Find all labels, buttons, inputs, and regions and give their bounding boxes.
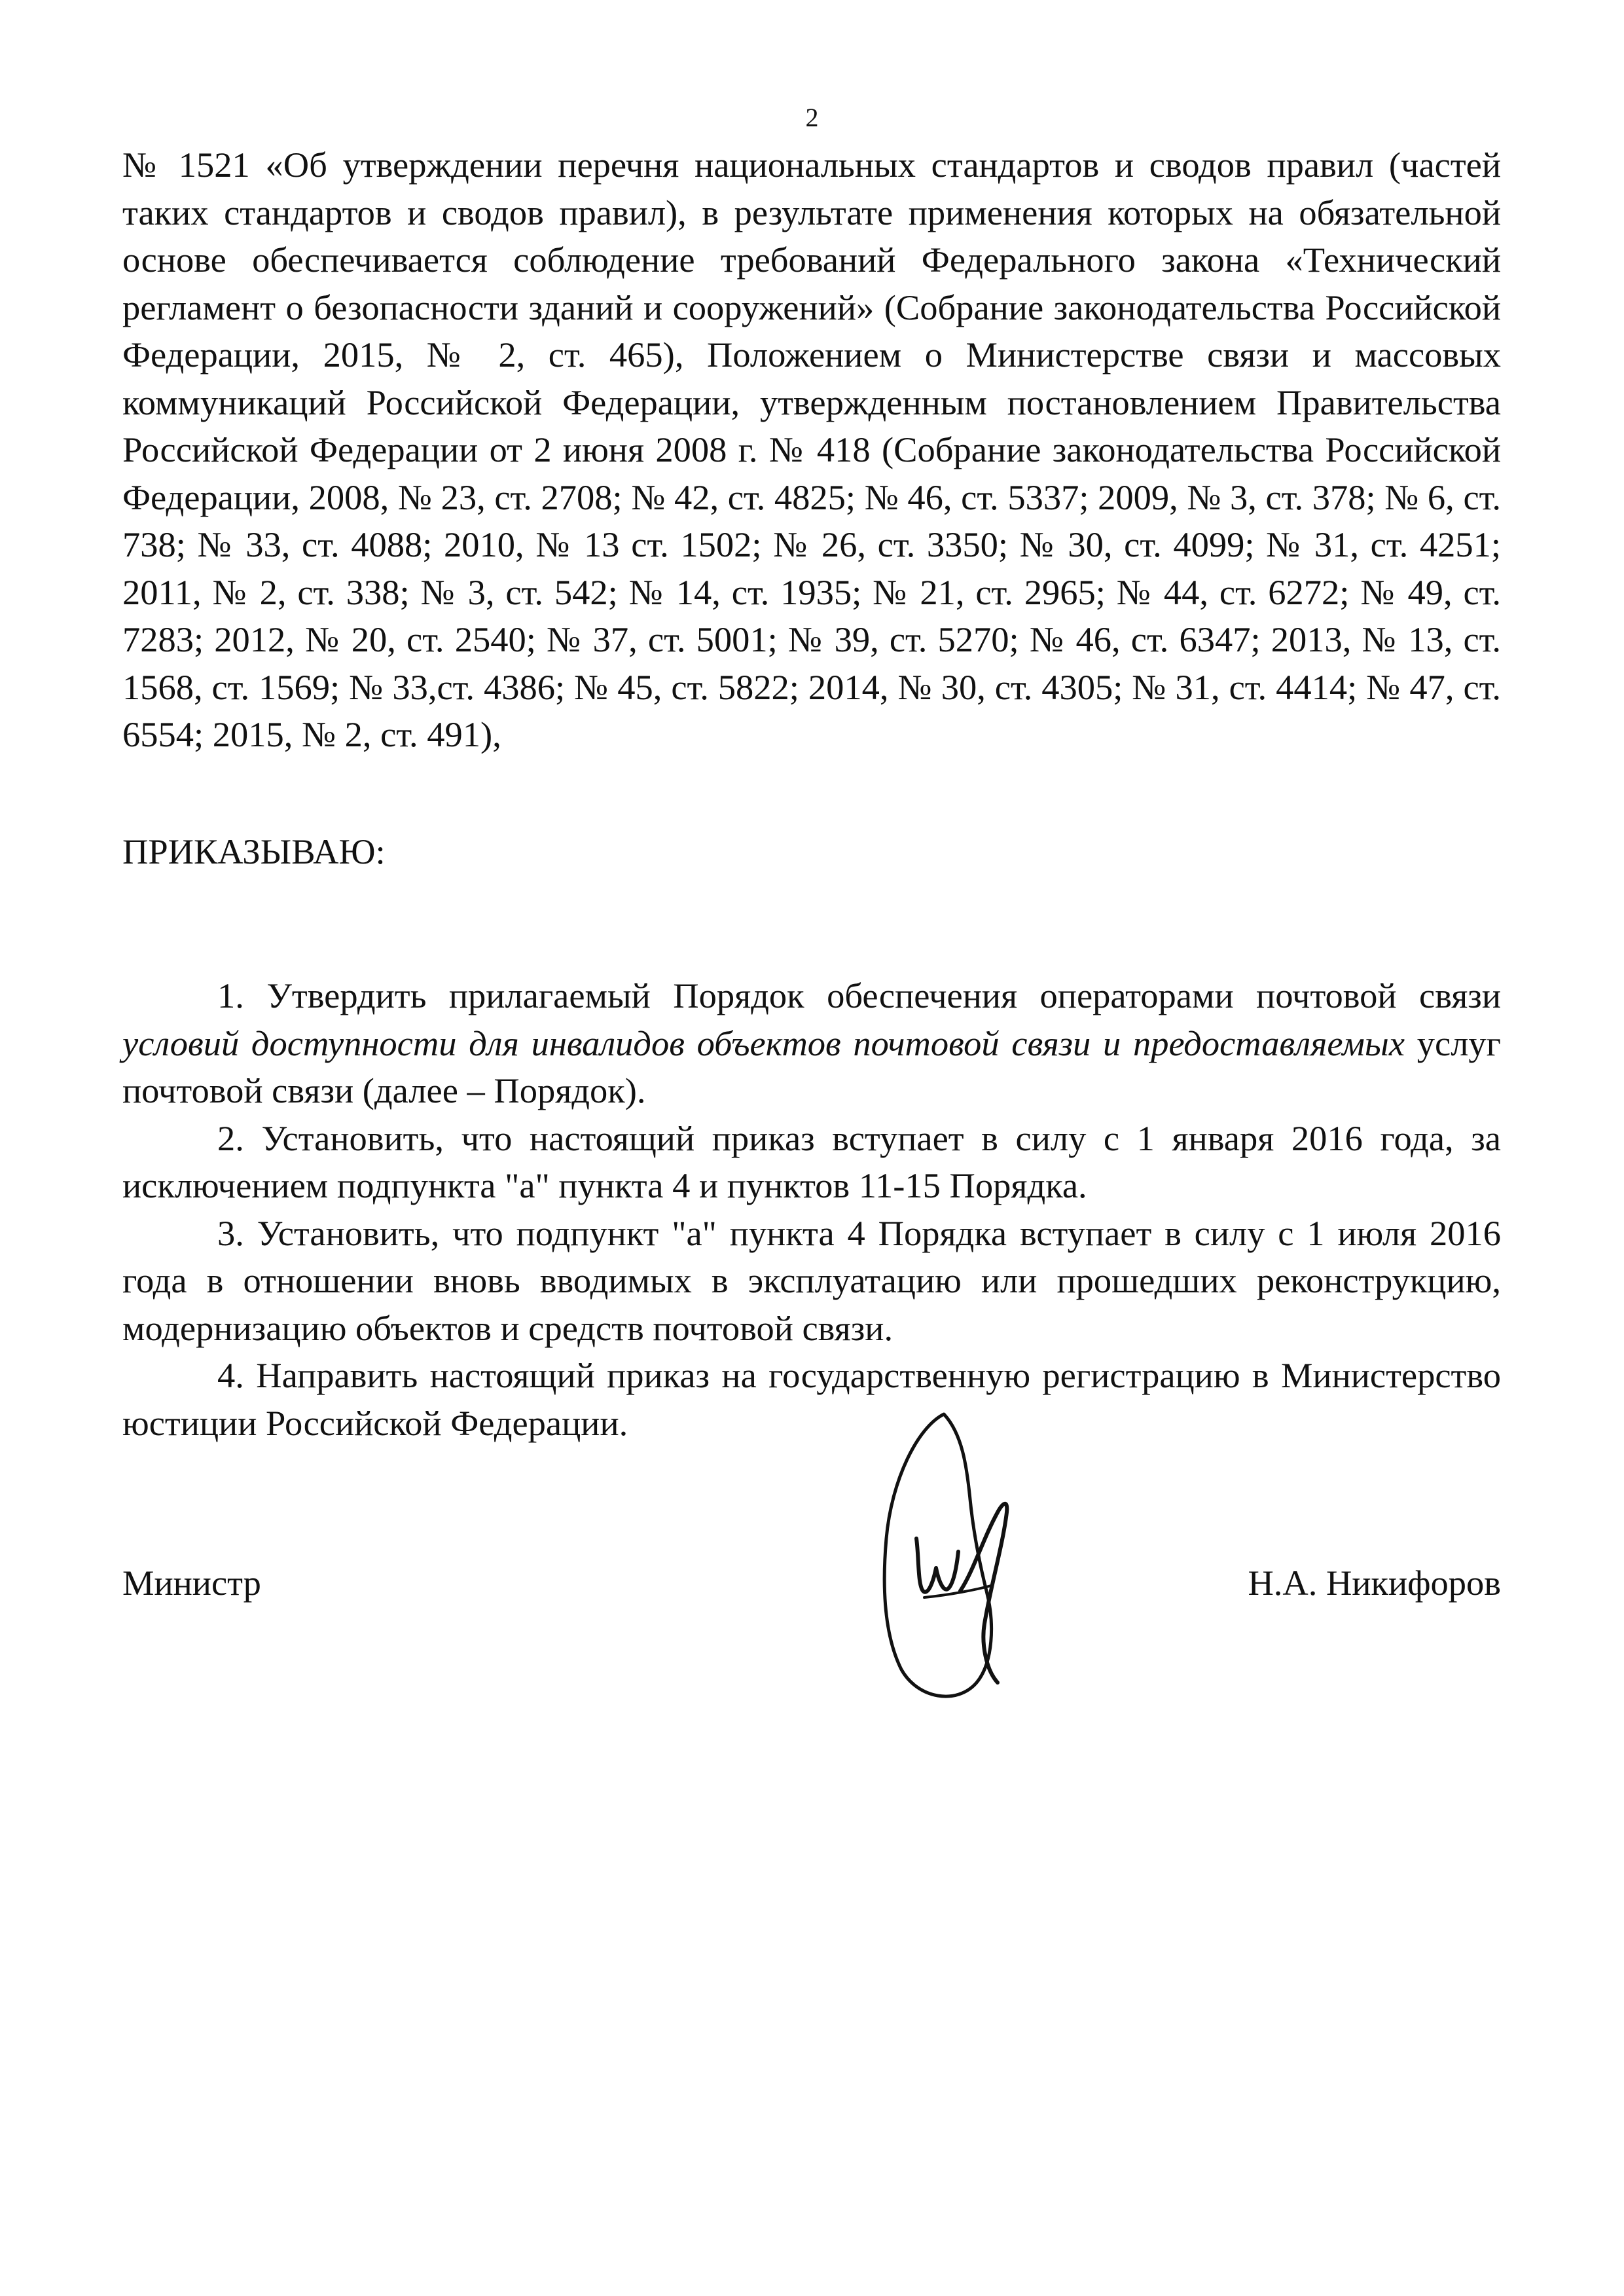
- order-item-1-tail: услуг почтовой связи (далее – Порядок).: [122, 1023, 1501, 1110]
- signer-position: Министр: [122, 1563, 261, 1603]
- signature-block: [122, 1401, 1501, 1715]
- preamble-paragraph: № 1521 «Об утверждении перечня национальных стандартов и сводов правил (частей таких стандартов и сводов правил), в результате применения которых на обязательной основе обеспечивается соблюдение требований Федерального закона «Технический регламент о безопасности зданий и сооружений» (Собрание законодательства Российской Федерации, 2015, № 2, ст. 465), Положением о Министерстве связи и массовых коммуникаций Российской Федерации, утвержденным постановлением Правительства Российской Федерации от 2 июня 2008 г. № 418 (Собрание законодательства Российской Федерации, 2008, № 23, ст. 2708; № 42, ст. 4825; № 46, ст. 5337; 2009, № 3, ст. 378; № 6, ст. 738; № 33, ст. 4088; 2010, № 13 ст. 1502; № 26, ст. 3350; № 30, ст. 4099; № 31, ст. 4251; 2011, № 2, ст. 338; № 3, ст. 542; № 14, ст. 1935; № 21, ст. 2965; № 44, ст. 6272; № 49, ст. 7283; 2012, № 20, ст. 2540; № 37, ст. 5001; № 39, ст. 5270; № 46, ст. 6347; 2013, № 13, ст. 1568, ст. 1569; № 33,ст. 4386; № 45, ст. 5822; 2014, № 30, ст. 4305; № 31, ст. 4414; № 47, ст. 6554; 2015, № 2, ст. 491),: [122, 145, 1501, 754]
- document-body: [122, 141, 1501, 1447]
- order-word: ПРИКАЗЫВАЮ:: [122, 831, 386, 871]
- order-item-2: 2. Установить, что настоящий приказ вступает в силу с 1 января 2016 года, за исключением подпункта "а" пункта 4 и пунктов 11-15 Порядка.: [122, 1118, 1501, 1205]
- handwritten-signature: [846, 1401, 1042, 1715]
- order-item-1-lead: 1. Утвердить прилагаемый Порядок обеспечения операторами почтовой связи: [217, 975, 1501, 1015]
- page-number: 2: [805, 103, 819, 132]
- order-item-1: [122, 972, 1501, 1115]
- order-item-3: 3. Установить, что подпункт "а" пункта 4 Порядка вступает в силу с 1 июля 2016 года в отношении вновь вводимых в эксплуатацию или прошедших реконструкцию, модернизацию объектов и средств почтовой связи.: [122, 1212, 1501, 1348]
- order-item-4: 4. Направить настоящий приказ на государственную регистрацию в Министерство юстиции Российской Федерации.: [122, 1355, 1501, 1443]
- signer-name: Н.А. Никифоров: [1248, 1563, 1501, 1603]
- order-items: [122, 972, 1501, 1447]
- order-item-1-italic: условий доступности для инвалидов объектов почтовой связи и предоставляемых: [122, 1023, 1405, 1063]
